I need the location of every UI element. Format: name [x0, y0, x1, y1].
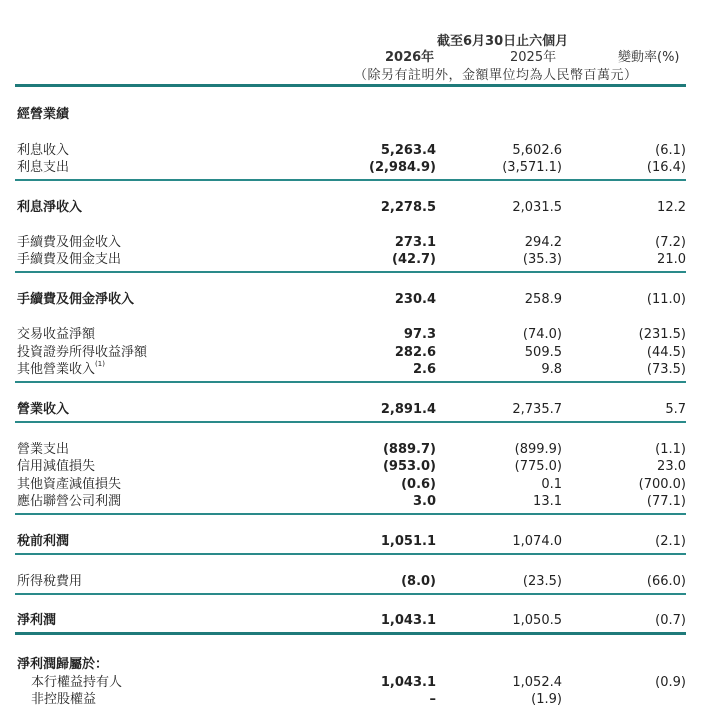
row-divider	[15, 381, 686, 383]
table-row-net-fee-income: 手續費及佣金淨收入 230.4 258.9 (11.0)	[17, 292, 686, 307]
table-row-fee-expense: 手續費及佣金支出 (42.7) (35.3) 21.0	[17, 252, 686, 267]
period-header: 截至6月30日止六個月	[437, 34, 569, 49]
row-divider-thick	[15, 632, 686, 635]
table-row-operating-income: 營業收入 2,891.4 2,735.7 5.7	[17, 402, 686, 417]
header-rule	[15, 84, 686, 87]
column-header-2026: 2026年	[385, 50, 435, 65]
table-row-fee-income: 手續費及佣金收入 273.1 294.2 (7.2)	[17, 235, 686, 250]
table-row-non-controlling: 非控股權益 – (1.9)	[31, 692, 562, 707]
table-row-interest-expense: 利息支出 (2,984.9) (3,571.1) (16.4)	[17, 160, 686, 175]
table-row-income-tax: 所得稅費用 (8.0) (23.5) (66.0)	[17, 574, 686, 589]
table-row-interest-income: 利息收入 5,263.4 5,602.6 (6.1)	[17, 143, 686, 158]
column-header-change: 變動率(%)	[618, 50, 680, 65]
row-divider	[15, 553, 686, 555]
row-divider	[15, 593, 686, 595]
section-operating-results: 經營業績	[17, 107, 70, 122]
table-row-other-impairment: 其他資產減值損失 (0.6) 0.1 (700.0)	[17, 477, 686, 492]
table-row-credit-impairment: 信用減值損失 (953.0) (775.0) 23.0	[17, 459, 686, 474]
table-row-trading-gains: 交易收益淨額 97.3 (74.0) (231.5)	[17, 327, 686, 342]
table-row-net-interest-income: 利息淨收入 2,278.5 2,031.5 12.2	[17, 200, 686, 215]
row-divider	[15, 513, 686, 515]
table-row-attributable-header: 淨利潤歸屬於：	[17, 657, 109, 672]
table-row-other-income: 其他營業收入$^{(1)}$ 2.6 9.8 (73.5)	[17, 360, 686, 377]
unit-note: （除另有註明外，金額單位均為人民幣百萬元）	[354, 68, 638, 83]
table-row-associate-profit: 應佔聯營公司利潤 3.0 13.1 (77.1)	[17, 494, 686, 509]
row-divider	[15, 271, 686, 273]
column-header-2025: 2025年	[510, 50, 557, 65]
row-divider	[15, 179, 686, 181]
table-row-investment-gains: 投資證券所得收益淨額 282.6 509.5 (44.5)	[17, 345, 686, 360]
table-row-net-profit: 淨利潤 1,043.1 1,050.5 (0.7)	[17, 613, 686, 628]
table-row-equity-holders: 本行權益持有人 1,043.1 1,052.4 (0.9)	[31, 675, 686, 690]
footnote-marker: (1)	[95, 360, 105, 368]
table-row-profit-before-tax: 稅前利潤 1,051.1 1,074.0 (2.1)	[17, 534, 686, 549]
table-row-operating-expense: 營業支出 (889.7) (899.9) (1.1)	[17, 442, 686, 457]
row-divider	[15, 421, 686, 423]
